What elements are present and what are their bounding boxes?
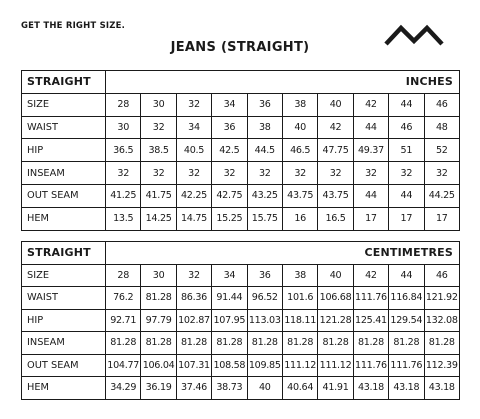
table-cell: 28 [106,93,141,116]
unit-label: INCHES [106,71,460,94]
table-cell: 36 [247,93,282,116]
table-cell: 91.44 [212,287,247,310]
table-cell: 121.92 [424,287,459,310]
table-cell: 76.2 [106,287,141,310]
table-cell: 32 [106,162,141,185]
table-cell: 125.41 [353,309,388,332]
table-cell: 43.18 [389,377,424,400]
table-cell: 46 [424,93,459,116]
table-cell: 38 [282,264,317,287]
table-cell: 40 [247,377,282,400]
table-cell: 13.5 [106,207,141,230]
table-cell: 81.28 [176,332,211,355]
table-cell: 41.91 [318,377,353,400]
table-cell: 15.75 [247,207,282,230]
table-cell: 116.84 [389,287,424,310]
table-cell: 132.08 [424,309,459,332]
tagline: GET THE RIGHT SIZE. [21,21,126,31]
table-cell: 16 [282,207,317,230]
table-cell: 14.25 [141,207,176,230]
table-cell: 32 [247,162,282,185]
table-cell: 44 [353,184,388,207]
table-cell: 81.28 [106,332,141,355]
table-cell: 38.5 [141,139,176,162]
table-cell: 15.25 [212,207,247,230]
table-cell: 40.5 [176,139,211,162]
table-cell: 43.18 [424,377,459,400]
table-cell: 96.52 [247,287,282,310]
size-table-centimetres [21,241,460,400]
table-cell: 81.28 [212,332,247,355]
table-cell: 28 [106,264,141,287]
table-cell: 32 [389,162,424,185]
table-cell: 81.28 [247,332,282,355]
table-cell: 42.25 [176,184,211,207]
table-row [22,93,460,116]
table-cell: 44 [353,116,388,139]
table-cell: 32 [353,162,388,185]
table-cell: 41.75 [141,184,176,207]
row-label: INSEAM [22,162,106,185]
unit-label: CENTIMETRES [106,242,460,265]
table-row [22,139,460,162]
table-cell: 32 [141,162,176,185]
table-cell: 112.39 [424,354,459,377]
table-cell: 42.75 [212,184,247,207]
table-cell: 44 [389,264,424,287]
table-cell: 51 [389,139,424,162]
table-cell: 37.46 [176,377,211,400]
table-cell: 97.79 [141,309,176,332]
row-label: INSEAM [22,332,106,355]
table-cell: 52 [424,139,459,162]
table-cell: 36.5 [106,139,141,162]
table-row [22,116,460,139]
table-cell: 34 [212,93,247,116]
table-cell: 113.03 [247,309,282,332]
table-cell: 129.54 [389,309,424,332]
table-cell: 32 [318,162,353,185]
table-cell: 36.19 [141,377,176,400]
table-cell: 41.25 [106,184,141,207]
table-cell: 32 [176,162,211,185]
table-cell: 111.76 [353,287,388,310]
table-cell: 86.36 [176,287,211,310]
table-cell: 32 [424,162,459,185]
table-cell: 47.75 [318,139,353,162]
table-cell: 32 [176,93,211,116]
table-cell: 17 [353,207,388,230]
table-cell: 38 [282,93,317,116]
row-label: SIZE [22,264,106,287]
row-label: HEM [22,207,106,230]
table-cell: 30 [141,93,176,116]
table-cell: 111.12 [318,354,353,377]
table-cell: 42.5 [212,139,247,162]
table-cell: 106.68 [318,287,353,310]
table-cell: 40 [318,93,353,116]
table-cell: 17 [389,207,424,230]
table-cell: 107.31 [176,354,211,377]
table-cell: 30 [141,264,176,287]
row-label: HIP [22,139,106,162]
table-cell: 121.28 [318,309,353,332]
table-cell: 44 [389,184,424,207]
page-title: JEANS (STRAIGHT) [170,40,310,55]
table-cell: 32 [212,162,247,185]
table-cell: 40 [282,116,317,139]
table-cell: 44 [389,93,424,116]
table-cell: 34 [212,264,247,287]
table-cell: 81.28 [353,332,388,355]
fit-label: STRAIGHT [22,242,106,265]
table-cell: 101.6 [282,287,317,310]
table-cell: 111.12 [282,354,317,377]
table-row [22,377,460,400]
table-cell: 43.75 [282,184,317,207]
table-cell: 104.77 [106,354,141,377]
table-row [22,207,460,230]
table-row [22,332,460,355]
table-cell: 111.76 [353,354,388,377]
table-cell: 34 [176,116,211,139]
table-cell: 17 [424,207,459,230]
table-cell: 106.04 [141,354,176,377]
table-cell: 42 [353,264,388,287]
table-cell: 111.76 [389,354,424,377]
table-cell: 46 [424,264,459,287]
table-cell: 81.28 [141,287,176,310]
table-cell: 107.95 [212,309,247,332]
table-cell: 40.64 [282,377,317,400]
table-cell: 102.87 [176,309,211,332]
table-cell: 42 [318,116,353,139]
table-cell: 44.5 [247,139,282,162]
table-cell: 46.5 [282,139,317,162]
table-cell: 14.75 [176,207,211,230]
table-cell: 38 [247,116,282,139]
row-label: SIZE [22,93,106,116]
table-cell: 46 [389,116,424,139]
table-row [22,162,460,185]
table-cell: 40 [318,264,353,287]
row-label: HIP [22,309,106,332]
table-cell: 81.28 [389,332,424,355]
table-row [22,264,460,287]
table-cell: 48 [424,116,459,139]
table-cell: 32 [282,162,317,185]
table-row [22,287,460,310]
table-cell: 38.73 [212,377,247,400]
table-row [22,184,460,207]
table-cell: 81.28 [424,332,459,355]
table-cell: 81.28 [141,332,176,355]
table-cell: 43.75 [318,184,353,207]
table-cell: 44.25 [424,184,459,207]
table-cell: 92.71 [106,309,141,332]
table-header-row [22,71,460,94]
table-cell: 32 [141,116,176,139]
row-label: OUT SEAM [22,184,106,207]
table-cell: 16.5 [318,207,353,230]
table-cell: 49.37 [353,139,388,162]
table-cell: 81.28 [318,332,353,355]
row-label: OUT SEAM [22,354,106,377]
table-cell: 43.18 [353,377,388,400]
row-label: WAIST [22,116,106,139]
table-cell: 81.28 [282,332,317,355]
table-cell: 32 [176,264,211,287]
table-cell: 118.11 [282,309,317,332]
table-cell: 36 [212,116,247,139]
table-cell: 36 [247,264,282,287]
table-cell: 42 [353,93,388,116]
size-table-inches [21,70,460,231]
table-cell: 34.29 [106,377,141,400]
table-row [22,309,460,332]
table-cell: 30 [106,116,141,139]
fit-label: STRAIGHT [22,71,106,94]
table-row [22,354,460,377]
row-label: WAIST [22,287,106,310]
row-label: HEM [22,377,106,400]
table-cell: 109.85 [247,354,282,377]
table-cell: 43.25 [247,184,282,207]
table-cell: 108.58 [212,354,247,377]
table-header-row [22,242,460,265]
